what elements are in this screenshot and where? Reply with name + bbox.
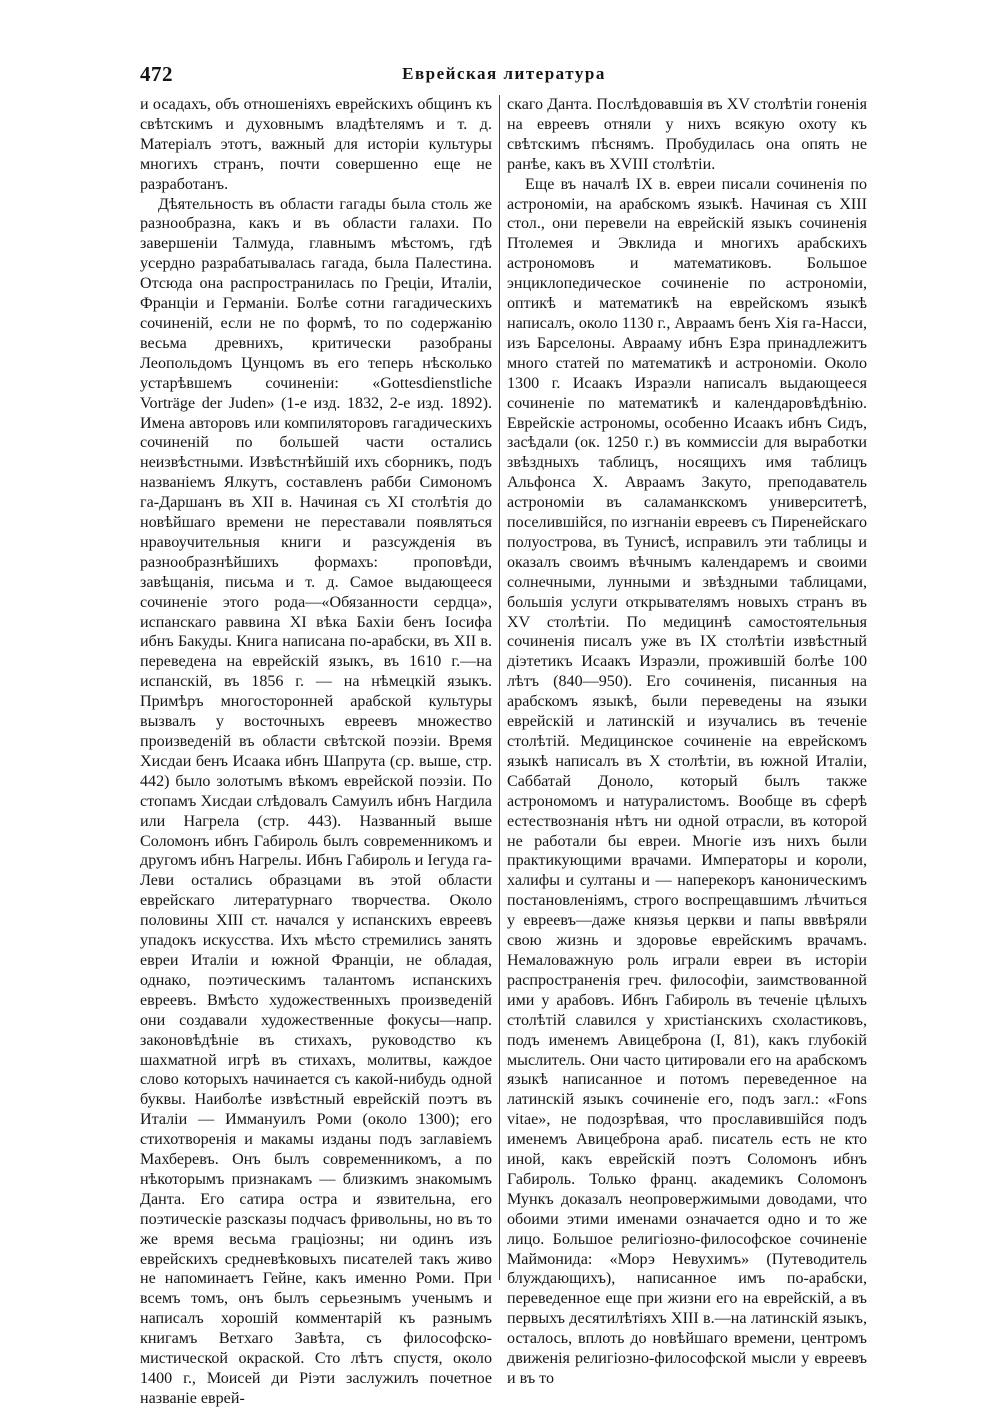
running-title: Еврейская литература	[402, 64, 606, 83]
right-column	[507, 95, 867, 1387]
right-paragraph-1: скаго Данта. Послѣдовавшія въ XV столѣтіи гоненія на евреевъ отняли у нихъ всякую охоту къ свѣтскимъ пѣснямъ. Пробудилась она опять не ранѣе, какъ въ XVIII столѣтіи.	[507, 96, 867, 173]
left-column	[140, 95, 492, 1407]
page-header	[140, 62, 868, 86]
page-number: 472	[140, 62, 173, 86]
left-paragraph-1: и осадахъ, объ отношеніяхъ еврейскихъ общинъ къ свѣтскимъ и духовнымъ владѣтелямъ и т. д. Матеріалъ этотъ, важный для исторіи культуры многихъ странъ, почти совершенно еще не разработанъ.	[140, 96, 492, 193]
column-divider	[499, 95, 500, 1280]
left-paragraph-2: Дѣятельность въ области гагады была столь же разнообразна, какъ и въ области галахи. По завершеніи Талмуда, главнымъ мѣстомъ, гдѣ усердно разрабатывалась гагада, была Палестина. Отсюда она распространилась по Греціи, Италіи, Франціи и Германіи. Болѣе сотни гагадическихъ сочиненій, если не по формѣ, то по содержанію весьма древнихъ, критически разобраны Леопольдомъ Цунцомъ въ его теперь нѣсколько устарѣвшемъ сочиненіи: «Gottesdienstliche Vorträge der Juden» (1-е изд. 1832, 2-е изд. 1892). Имена авторовъ или компиляторовъ гагадическихъ сочиненій по большей части остались неизвѣстными. Извѣстнѣйшій ихъ сборникъ, подъ названіемъ Ялкутъ, составленъ рабби Симономъ га-Даршанъ въ XII в. Начиная съ XI столѣтія до новѣйшаго времени не переставали появляться нравоучительныя книги и разсужденія въ разнообразнѣйшихъ формахъ: проповѣди, завѣщанія, письма и т. д. Самое выдающееся сочиненіе этого рода—«Обязанности сердца», испанскаго раввина XI вѣка Бахіи бенъ Іосифа ибнъ Бакуды. Книга написана по-арабски, въ XII в. переведена на еврейскій языкъ, въ 1610 г.—на испанскій, въ 1856 г. — на нѣмецкій языкъ. Примѣръ многосторонней арабской культуры вызвалъ у восточныхъ евреевъ множество произведеній въ области свѣтской поэзіи. Время Хисдаи бенъ Исаака ибнъ Шапрута (ср. выше, стр. 442) было золотымъ вѣкомъ еврейской поэзіи. По стопамъ Хисдаи слѣдовалъ Самуилъ ибнъ Нагдила или Нагрела (стр. 443). Названный выше Соломонъ ибнъ Габироль былъ современникомъ и другомъ ибнъ Нагрелы. Ибнъ Габироль и Іегуда га-Леви остались образцами въ этой области еврейскаго литературнаго творчества. Около половины XIII ст. начался у испанскихъ евреевъ упадокъ искусства. Ихъ мѣсто стремились занять евреи Италіи и южной Франціи, не обладая, однако, поэтическимъ талантомъ испанскихъ евреевъ. Вмѣсто художественныхъ произведеній они создавали художественные фокусы—напр. законовѣдѣніе въ стихахъ, руководство къ шахматной игрѣ въ стихахъ, молитвы, каждое слово которыхъ начинается съ какой-нибудь одной буквы. Наиболѣе извѣстный еврейскій поэтъ въ Италіи — Иммануилъ Роми (около 1300); его стихотворенія и макамы изданы подъ заглавіемъ Махберевъ. Онъ былъ современникомъ, а по нѣкоторымъ признакамъ — близкимъ знакомымъ Данта. Его сатира остра и язвительна, его поэтическіе разсказы подчасъ фривольны, но въ то же время весьма граціозны; ни одинъ изъ еврейскихъ средневѣковыхъ писателей такъ живо не напоминаетъ Гейне, какъ именно Роми. При всемъ томъ, онъ былъ серьезнымъ ученымъ и написалъ хорошій комментарій къ разнымъ книгамъ Ветхаго Завѣта, съ философско-мистической окраской. Сто лѣтъ спустя, около 1400 г., Моисей ди Ріэти заслужилъ почетное названіе еврей-	[140, 195, 492, 1407]
right-paragraph-2: Еще въ началѣ IX в. евреи писали сочиненія по астрономіи, на арабскомъ языкѣ. Начиная съ XIII стол., они перевели на еврейскій языкъ сочиненія Птолемея и Эвклида и многихъ арабскихъ астрономовъ и математиковъ. Большое энциклопедическое сочиненіе по астрономіи, оптикѣ и математикѣ на еврейскомъ языкѣ написалъ, около 1130 г., Авраамъ бенъ Хія га-Насси, изъ Барселоны. Аврааму ибнъ Езра принадлежитъ много статей по математикѣ и астрономіи. Около 1300 г. Исаакъ Израэли написалъ выдающееся сочиненіе по математикѣ и календаровѣдѣнію. Еврейскіе астрономы, особенно Исаакъ ибнъ Сидъ, засѣдали (ок. 1250 г.) въ коммиссіи для выработки звѣздныхъ таблицъ, носящихъ имя таблицъ Альфонса X. Авраамъ Закуто, преподаватель астрономіи въ саламанкскомъ университетѣ, поселившійся, по изгнаніи евреевъ съ Пиренейскаго полуострова, въ Тунисѣ, исправилъ эти таблицы и оказалъ своимъ вѣчнымъ календаремъ и своими солнечными, лунными и звѣздными таблицами, большія услуги открывателямъ новыхъ странъ въ XV столѣтіи. По медицинѣ самостоятельныя сочиненія писалъ уже въ IX столѣтіи извѣстный діэтетикъ Исаакъ Израэли, прожившій болѣе 100 лѣтъ (840—950). Его сочиненія, писанныя на арабскомъ языкѣ, были переведены на языки еврейскій и латинскій и изучались въ теченіе столѣтій. Медицинское сочиненіе на еврейскомъ языкѣ написалъ въ X столѣтіи, въ южной Италіи, Саббатай Доноло, который былъ также астрономомъ и натуралистомъ. Вообще въ сферѣ естествознанія нѣтъ ни одной отрасли, въ которой не работали бы евреи. Многіе изъ нихъ были практикующими врачами. Императоры и короли, халифы и султаны и — наперекоръ каноническимъ постановленіямъ, строго воспрещавшимъ лѣчиться у евреевъ—даже князья церкви и папы вввѣряли свою жизнь и здоровье еврейскимъ врачамъ. Немаловажную роль играли евреи въ исторіи распространенія греч. философіи, заимствованной ими у арабовъ. Ибнъ Габироль въ теченіе цѣлыхъ столѣтій славился у христіанскихъ схоластиковъ, подъ именемъ Авицеброна (I, 81), какъ глубокій мыслитель. Они часто цитировали его на арабскомъ языкѣ написанное и потомъ переведенное на латинскій языкъ сочиненіе его, подъ загл.: «Fons vitae», не подозрѣвая, что прославившійся подъ именемъ Авицеброна араб. писатель есть не кто иной, какъ еврейскій поэтъ Соломонъ ибнъ Габироль. Только франц. академикъ Соломонъ Мункъ доказалъ неопровержимыми доводами, что обоими этими именами означается одно и то же лицо. Большое религіозно-философское сочиненіе Маймонида: «Морэ Невухимъ» (Путеводитель блуждающихъ), написанное имъ по-арабски, переведенное еще при жизни его на еврейскій, а въ первыхъ десятилѣтіяхъ XIII в.—на латинскій языкъ, осталось, вплоть до новѣйшаго времени, центромъ движенія религіозно-философской мысли у евреевъ и въ то	[507, 175, 867, 1387]
